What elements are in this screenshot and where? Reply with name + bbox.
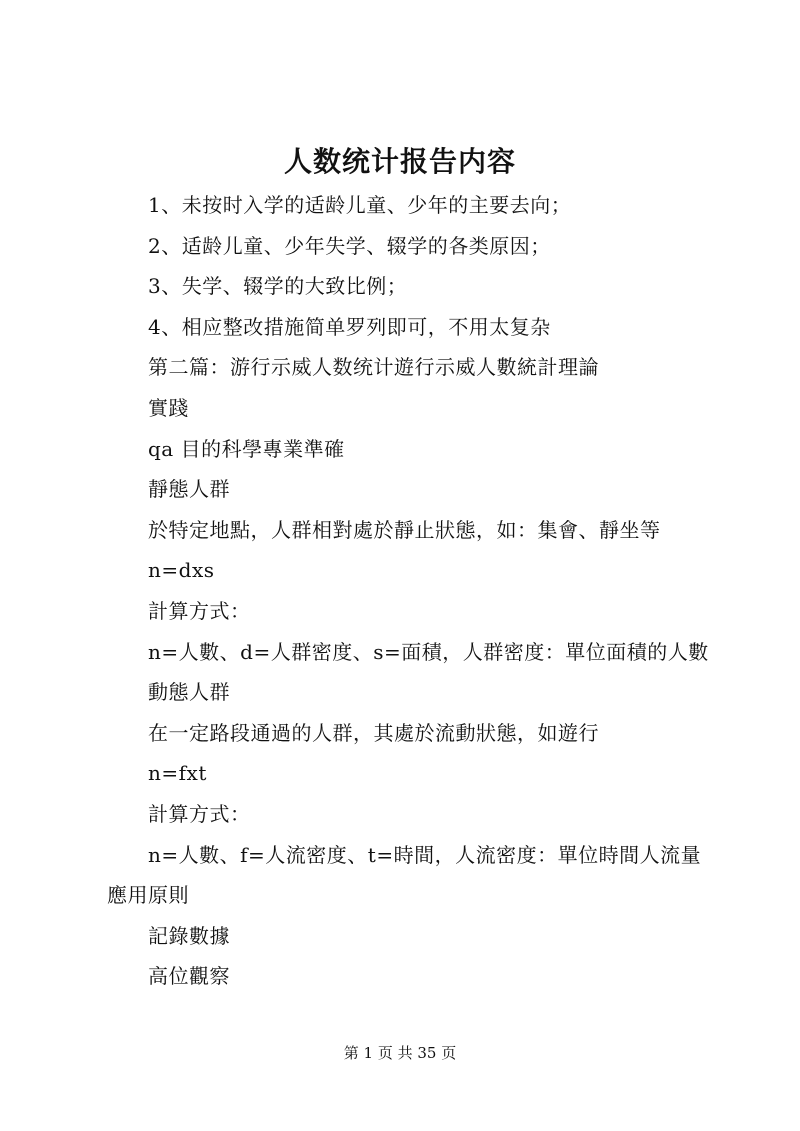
text-line: 2、适龄儿童、少年失学、辍学的各类原因； bbox=[148, 233, 551, 258]
text-line: 第二篇：游行示威人数统计遊行示威人數統計理論 bbox=[148, 355, 599, 380]
text-line: qa 目的科學專業準確 bbox=[148, 436, 345, 461]
text-line: 靜態人群 bbox=[148, 477, 230, 502]
text-line: 計算方式： bbox=[148, 598, 251, 623]
text-line: 高位觀察 bbox=[148, 964, 230, 989]
document-title: 人数统计报告内容 bbox=[283, 145, 516, 178]
text-line: n=dxs bbox=[148, 558, 215, 583]
text-line: 4、相应整改措施简单罗列即可，不用太复杂 bbox=[148, 314, 551, 339]
text-line: 於特定地點，人群相對處於靜止狀態，如：集會、靜坐等 bbox=[148, 517, 661, 542]
page-number: 第 1 页 共 35 页 bbox=[343, 1044, 457, 1062]
text-line: 記錄數據 bbox=[148, 923, 230, 948]
text-line: 1、未按时入学的适龄儿童、少年的主要去向； bbox=[148, 193, 572, 217]
document-body bbox=[0, 185, 800, 997]
text-line: 應用原則 bbox=[107, 883, 189, 908]
text-line: 計算方式： bbox=[148, 801, 251, 826]
text-line: 在一定路段通過的人群，其處於流動狀態，如遊行 bbox=[148, 720, 599, 745]
text-line: 動態人群 bbox=[148, 680, 230, 705]
text-line: n=人數、f=人流密度、t=時間，人流密度：單位時間人流量 bbox=[148, 842, 702, 867]
text-line: 3、失学、辍学的大致比例； bbox=[148, 274, 408, 299]
text-line: n=人數、d=人群密度、s=面積，人群密度：單位面積的人數 bbox=[148, 639, 709, 664]
text-line: 實踐 bbox=[148, 395, 189, 420]
text-line: n=fxt bbox=[148, 761, 207, 786]
